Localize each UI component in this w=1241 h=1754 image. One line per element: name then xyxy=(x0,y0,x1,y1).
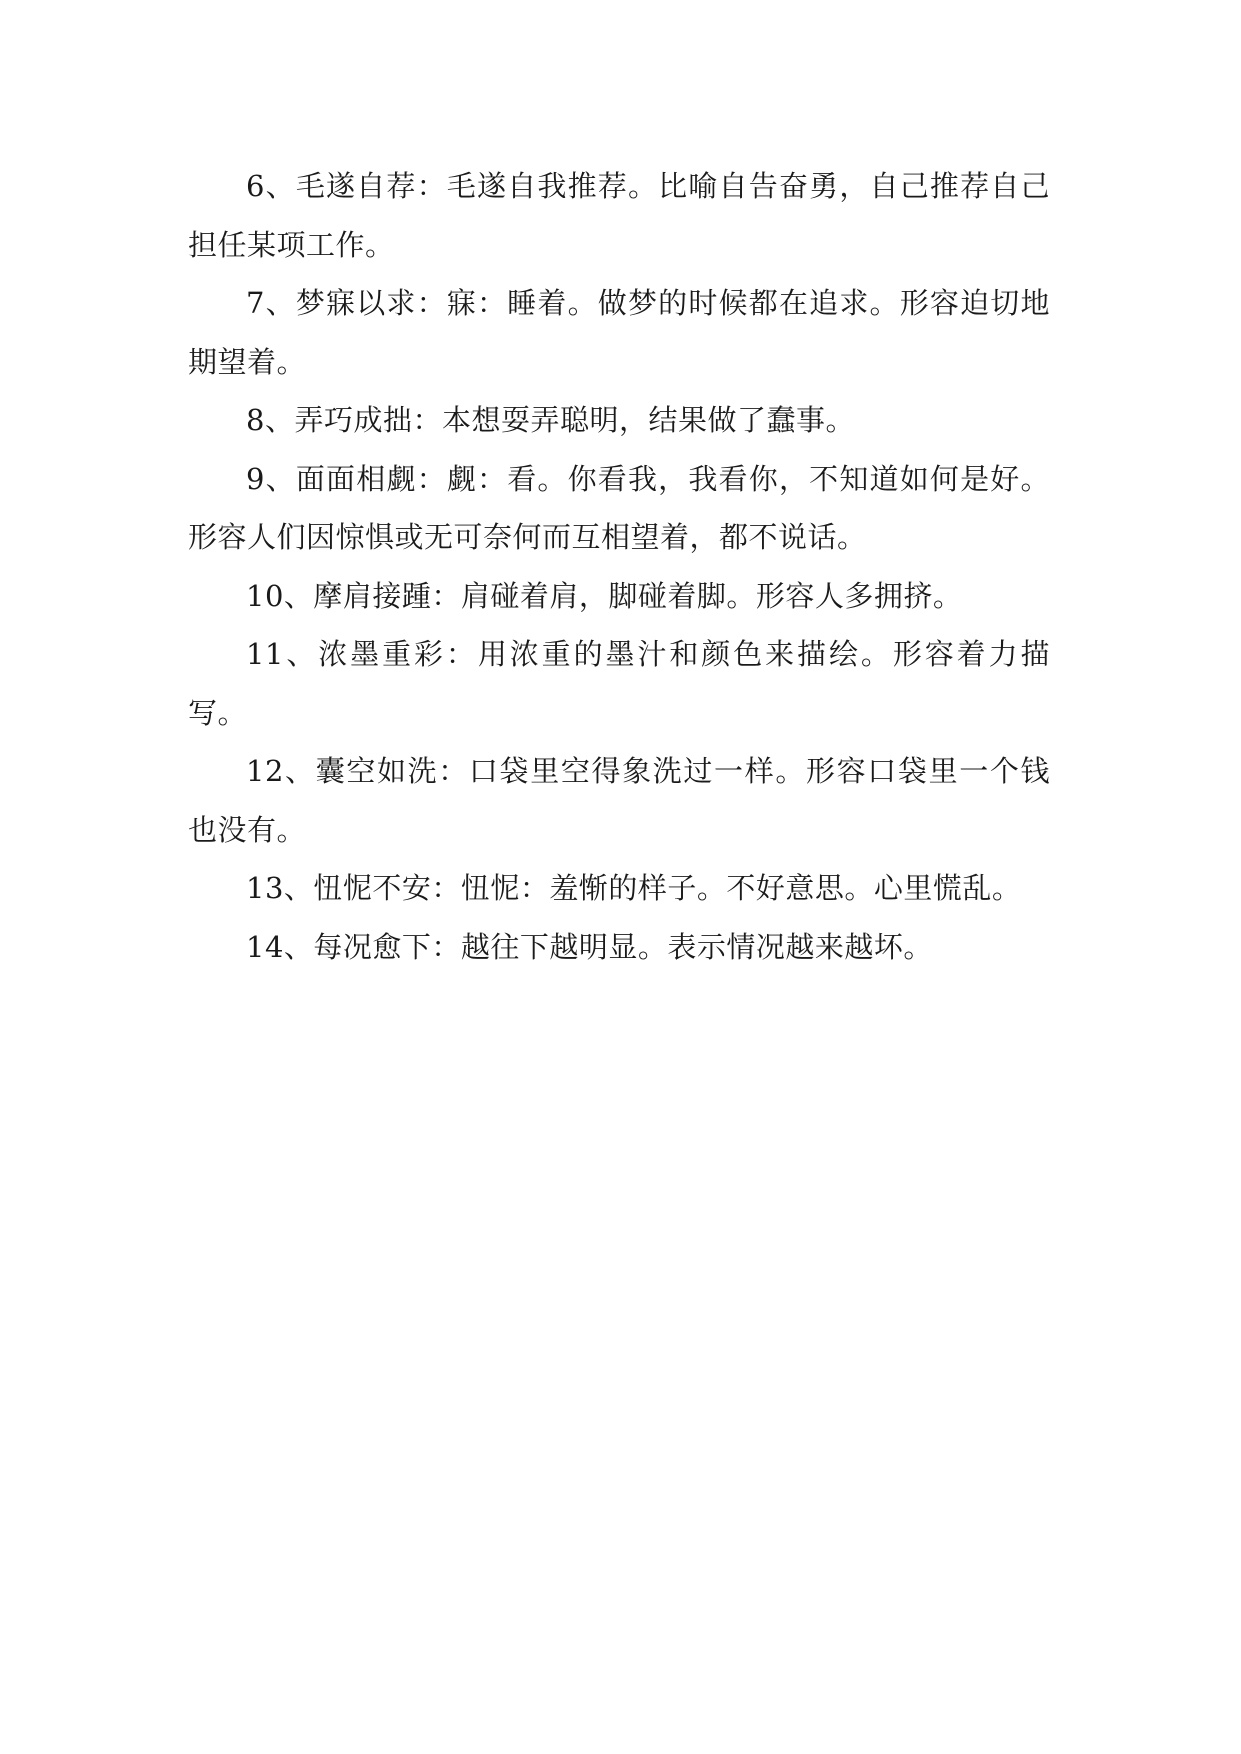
idiom-entry-13: 13、忸怩不安：忸怩：羞惭的样子。不好意思。心里慌乱。 xyxy=(246,871,1022,905)
idiom-entry-10: 10、摩肩接踵：肩碰着肩，脚碰着脚。形容人多拥挤。 xyxy=(246,578,963,613)
idiom-entry-8: 8、弄巧成拙：本想耍弄聪明，结果做了蠢事。 xyxy=(246,403,855,437)
idiom-entry-12: 12、囊空如洗：口袋里空得象洗过一样。形容口袋里一个钱也没有。 xyxy=(188,754,1050,847)
idiom-list xyxy=(188,157,1050,976)
idiom-entry-14: 14、每况愈下：越往下越明显。表示情况越来越坏。 xyxy=(246,929,933,964)
idiom-entry-11: 11、浓墨重彩：用浓重的墨汁和颜色来描绘。形容着力描写。 xyxy=(188,637,1050,730)
idiom-entry-7: 7、梦寐以求：寐：睡着。做梦的时候都在追求。形容迫切地期望着。 xyxy=(188,286,1050,379)
idiom-entry-9: 9、面面相觑：觑：看。你看我，我看你，不知道如何是好。形容人们因惊惧或无可奈何而互相望着，都不说话。 xyxy=(188,461,1050,554)
idiom-entry-6: 6、毛遂自荐：毛遂自我推荐。比喻自告奋勇，自己推荐自己担任某项工作。 xyxy=(188,169,1050,262)
